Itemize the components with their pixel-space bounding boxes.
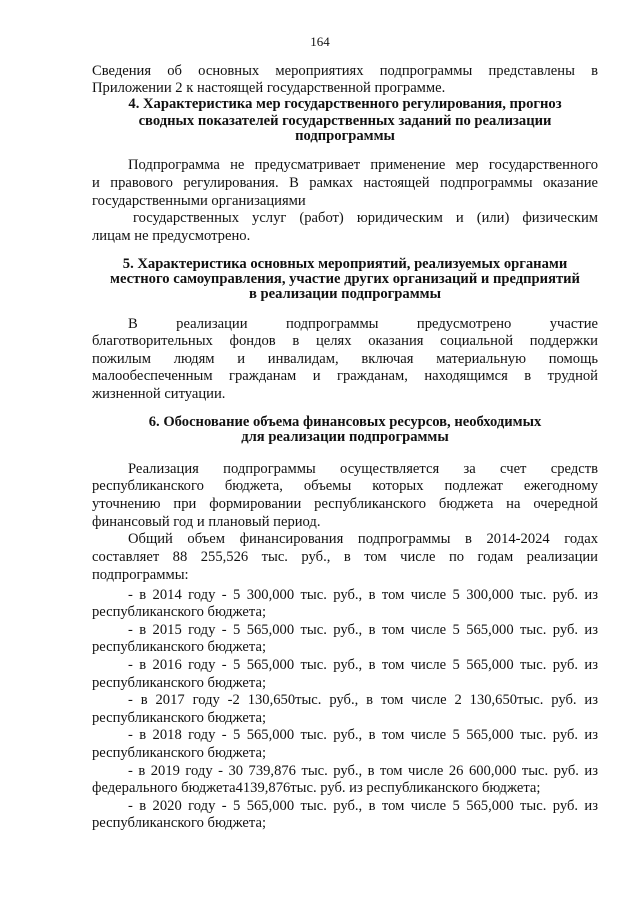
section-4-heading: подпрограммы xyxy=(295,128,395,144)
section-4-text-line: Подпрограмма не предусматривает применение мер государственного xyxy=(128,157,598,173)
funding-year-line: республиканского бюджета; xyxy=(92,604,266,620)
funding-year-line: республиканского бюджета; xyxy=(92,675,266,691)
section-5-text-line: благотворительных фондов в целях оказания социальной поддержки xyxy=(92,333,598,349)
section-6-heading: для реализации подпрограммы xyxy=(241,429,449,445)
section-6-text-line: финансовый год и плановый период. xyxy=(92,514,321,530)
funding-year-line: - в 2017 году -2 130,650тыс. руб., в том числе 2 130,650тыс. руб. из xyxy=(128,692,598,708)
section-4-text-line: лицам не предусмотрено. xyxy=(92,228,251,244)
section-4-text-line: и правового регулирования. В рамках настоящей подпрограммы оказание xyxy=(92,175,598,191)
section-5-text-line: малообеспеченным гражданам и гражданам, находящимся в трудной xyxy=(92,368,598,384)
page-number: 164 xyxy=(310,34,330,49)
section-4-text-line: государственных услуг (работ) юридическим и (или) физическим xyxy=(133,210,598,226)
intro-line: Сведения об основных мероприятиях подпрограммы представлены в xyxy=(92,63,598,79)
section-6-heading: 6. Обоснование объема финансовых ресурсов, необходимых xyxy=(148,414,542,430)
funding-year-line: - в 2016 году - 5 565,000 тыс. руб., в том числе 5 565,000 тыс. руб. из xyxy=(128,657,598,673)
funding-year-line: республиканского бюджета; xyxy=(92,639,266,655)
funding-year-line: - в 2020 году - 5 565,000 тыс. руб., в том числе 5 565,000 тыс. руб. из xyxy=(128,798,598,814)
funding-year-line: республиканского бюджета; xyxy=(92,815,266,831)
funding-year-line: - в 2019 году - 30 739,876 тыс. руб., в том числе 26 600,000 тыс. руб. из xyxy=(128,763,598,779)
funding-year-line: - в 2015 году - 5 565,000 тыс. руб., в том числе 5 565,000 тыс. руб. из xyxy=(128,622,598,638)
funding-year-line: федерального бюджета4139,876тыс. руб. из республиканского бюджета; xyxy=(92,780,541,796)
section-4-text-line: государственными организациями xyxy=(92,193,306,209)
section-6-text-line: республиканского бюджета, объемы которых подлежат ежегодному xyxy=(92,478,598,494)
section-6-text-line: подпрограммы: xyxy=(92,567,189,583)
funding-year-line: - в 2014 году - 5 300,000 тыс. руб., в том числе 5 300,000 тыс. руб. из xyxy=(128,587,598,603)
section-5-heading: 5. Характеристика основных мероприятий, реализуемых органами xyxy=(122,256,568,272)
funding-year-line: республиканского бюджета; xyxy=(92,710,266,726)
section-5-heading: в реализации подпрограммы xyxy=(249,286,441,302)
intro-line: Приложении 2 к настоящей государственной программе. xyxy=(92,80,446,96)
section-5-text-line: пожилым людям и инвалидам, включая материальную помощь xyxy=(92,351,598,367)
section-6-text-line: уточнению при формировании республиканского бюджета на очередной xyxy=(92,496,598,512)
section-5-text-line: жизненной ситуации. xyxy=(92,386,226,402)
section-6-text-line: Реализация подпрограммы осуществляется за счет средств xyxy=(128,461,598,477)
section-5-heading: местного самоуправления, участие других организаций и предприятий xyxy=(110,271,580,287)
section-4-heading: сводных показателей государственных заданий по реализации xyxy=(138,113,552,129)
funding-year-line: - в 2018 году - 5 565,000 тыс. руб., в том числе 5 565,000 тыс. руб. из xyxy=(128,727,598,743)
funding-year-line: республиканского бюджета; xyxy=(92,745,266,761)
section-6-text-line: составляет 88 255,526 тыс. руб., в том числе по годам реализации xyxy=(92,549,598,565)
section-5-text-line: В реализации подпрограммы предусмотрено участие xyxy=(128,316,598,332)
section-4-heading: 4. Характеристика мер государственного регулирования, прогноз xyxy=(128,96,562,112)
section-6-text-line: Общий объем финансирования подпрограммы в 2014-2024 годах xyxy=(128,531,598,547)
